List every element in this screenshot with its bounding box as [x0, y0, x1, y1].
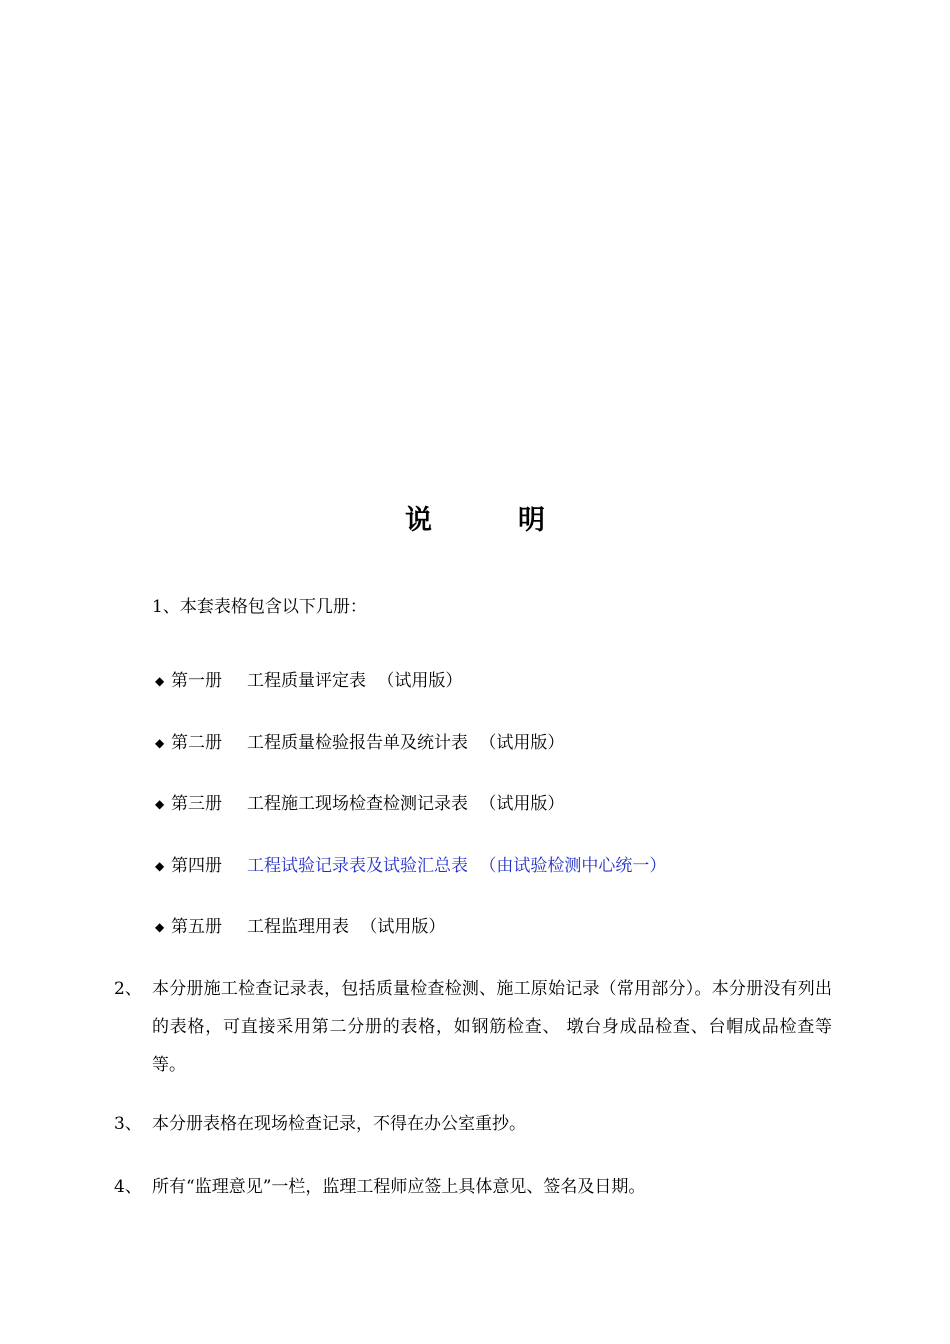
volume-note: （试用版）	[479, 794, 565, 814]
intro-text: 1、本套表格包含以下几册：	[152, 597, 367, 617]
item-text: 本分册施工检查记录表，包括质量检查检测、施工原始记录（常用部分）。本分册没有列出的表格，可直接采用第二分册的表格，如钢筋检查、 墩台身成品检查、台帽成品检查等等。	[152, 979, 832, 1075]
volume-note: （试用版）	[479, 733, 565, 753]
volume-number: 第五册	[171, 917, 222, 937]
diamond-bullet-icon: ◆	[155, 736, 165, 750]
volume-item	[155, 733, 564, 753]
diamond-bullet-icon: ◆	[155, 920, 165, 934]
item-text: 本分册表格在现场检查记录，不得在办公室重抄。	[152, 1114, 526, 1134]
volume-item	[155, 671, 462, 691]
volume-name: 工程质量检验报告单及统计表	[247, 733, 468, 753]
diamond-bullet-icon: ◆	[155, 674, 165, 688]
volume-item	[155, 856, 666, 876]
volume-item	[155, 794, 564, 814]
volume-note: （试用版）	[377, 671, 463, 691]
volume-item	[155, 917, 445, 937]
volume-note: （试用版）	[360, 917, 446, 937]
diamond-bullet-icon: ◆	[155, 859, 165, 873]
volume-name: 工程施工现场检查检测记录表	[247, 794, 468, 814]
item-number: 2、	[114, 979, 142, 999]
page-title	[0, 498, 950, 537]
volume-number: 第三册	[171, 794, 222, 814]
volume-number: 第二册	[171, 733, 222, 753]
title-char-2: 明	[518, 505, 545, 536]
title-char-1: 说	[405, 505, 432, 536]
item-number: 4、	[114, 1177, 142, 1197]
volume-number: 第一册	[171, 671, 222, 691]
volume-name: 工程质量评定表	[247, 671, 366, 691]
item-text: 所有“监理意见”一栏，监理工程师应签上具体意见、签名及日期。	[152, 1177, 646, 1197]
diamond-bullet-icon: ◆	[155, 797, 165, 811]
volume-name: 工程监理用表	[247, 917, 349, 937]
item-number: 3、	[114, 1114, 142, 1134]
volume-name: 工程试验记录表及试验汇总表	[247, 856, 468, 876]
volume-number: 第四册	[171, 856, 222, 876]
volume-note: （由试验检测中心统一）	[479, 856, 667, 876]
